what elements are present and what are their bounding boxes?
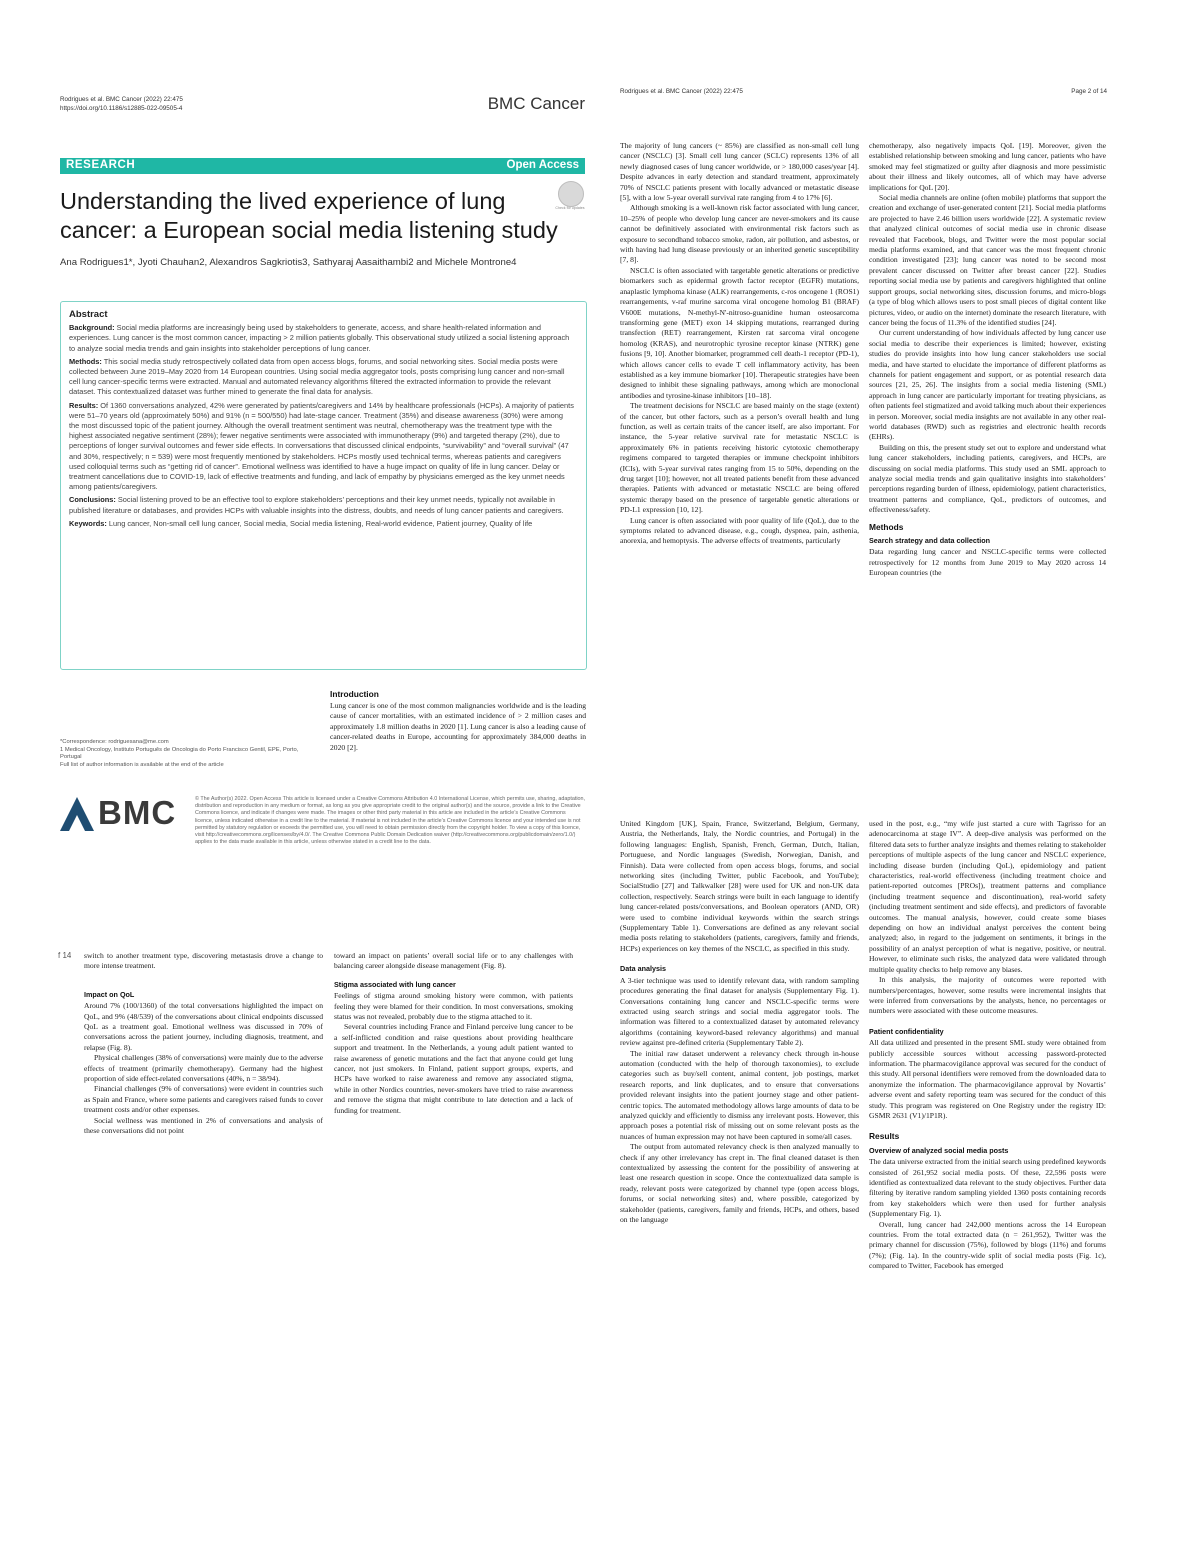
article-title-line1: Understanding the lived experience of lung [60, 188, 506, 214]
page3-col2-para: In this analysis, the majority of outcomes were reported with numbers/percentages, however, some results were incremental insights that were inferred from conversations by the analysts, hence, no percentages or numbers were associated with these outcome measures. [869, 975, 1106, 1016]
page2-col2-para: Building on this, the present study set out to explore and understand what lung cancer stakeholders, including patients, caregivers, and HCPs, are discussing on social media platforms. This study used an SML approach to analyze social media trends and gain qualitative insights into stakeholders’ perceptions regarding burden of illness, epidemiology, patient characteristics, treatment patterns and compliance, QoL, predictors of outcomes, and effectiveness/safety. [869, 442, 1106, 515]
page-2 [615, 84, 1115, 784]
article-title-line2: cancer: a European social media listening study [60, 217, 558, 243]
page1-citation: Rodrigues et al. BMC Cancer (2022) 22:475 [60, 96, 183, 103]
page4-column-2 [334, 951, 573, 1226]
page1-doi[interactable]: https://doi.org/10.1186/s12885-022-09505-4 [60, 105, 183, 112]
footnotes [60, 739, 310, 769]
page4-edge-label: f 14 [58, 952, 72, 960]
qol-para: Social wellness was mentioned in 2% of conversations and analysis of these conversations did not point [84, 1115, 323, 1136]
journal-name: BMC Cancer [487, 94, 585, 113]
overview-heading: Overview of analyzed social media posts [869, 1145, 1009, 1155]
page3-column-2 [869, 819, 1106, 1474]
footnote-correspondence: *Correspondence: rodriguesana@me.com [60, 739, 169, 745]
results-heading: Results [869, 1131, 900, 1142]
page3-column-1 [620, 819, 859, 1474]
introduction-text: Lung cancer is one of the most common malignancies worldwide and is the leading cause of cancer mortalities, with an estimated incidence of > 2 million cases and approximately 1.8 million deaths in 2020 [1]. Lung cancer is also a leading cause of cancer-related deaths in Europe, accounting for approximately 384,000 deaths in 2020 [2]. [330, 701, 586, 752]
page4-col1-top: switch to another treatment type, discovering metastasis drove a change to more intense treatment. [84, 951, 323, 971]
research-bar [60, 158, 585, 174]
search-strategy-text: Data regarding lung cancer and NSCLC-specific terms were collected retrospectively for 12 months from June 2019 to May 2020 across 14 European countries (the [869, 547, 1106, 578]
license-text: © The Author(s) 2022. Open Access This article is licensed under a Creative Commons Attribution 4.0 International License, which permits use, sharing, adaptation, distribution and reproduction in any medium or format, as long as you give appropriate credit to the original author(s) and the source, provide a link to the Creative Commons licence, and indicate if changes were made. The images or other third party material in this article are included in the article’s Creative Commons licence, unless indicated otherwise in a credit line to the material. If material is not included in the article’s Creative Commons licence and your intended use is not permitted by statutory regulation or exceeds the permitted use, you will need to obtain permission directly from the copyright holder. To view a copy of this licence, visit http://creativecommons.org/licenses/by/4.0/. The Creative Commons Public Domain Dedication waiver (http://creativecommons.org/publicdomain/zero/1.0/) applies to the data made available in this article, unless otherwise stated in a credit line to the data. [195, 796, 585, 846]
page2-col2-para: Social media channels are online (often mobile) platforms that support the creation and exchange of user-generated content [21]. Social media platforms are projected to have 2.46 billion users worldwide [22]. A systematic review that analyzed clinical outcomes of social media use in chronic disease revealed that Facebook, blogs, and Twitter were the most popular social media platforms examined, and that cancer was the most frequent chronic condition investigated [23]; lung cancer was noted to be second most prevalent cancer discussed on Twitter after breast cancer [22]. Studies reporting social media use by patients and caregivers highlighted that online support groups, social networking sites, discussion forums, and micro-blogs (a type of blog which allows users to post small pieces of digital content like pictures, video, or audio on the internet) dominate the research literature, with cancer being the focus of 11.3% of the identified studies [24]. [869, 193, 1106, 327]
page3-col1-para: The output from automated relevancy check is then analyzed manually to check if any other irrelevancy has crept in. The final cleaned dataset is then contextualized by assessing the content for the possibility of answering at least one research question in scope. Once the contextualized data sample is ready, relevant posts were categorized by channel type (open access blogs, forums, or social networking sites) and, where possible, categorized by stakeholder (patients, caregivers, family and friends, HCPs, and others, based on the language [620, 1142, 859, 1225]
check-updates-label: Check for updates [555, 206, 585, 210]
stigma-para: Feelings of stigma around smoking history were common, with patients feeling they were blamed for their condition. In most conversations, smoking status was not revealed, probably due to the stigma attached to it. [334, 991, 573, 1022]
patient-confidentiality-heading: Patient confidentiality [869, 1026, 944, 1036]
footnote-more: Full list of author information is available at the end of the article [60, 761, 224, 768]
page2-column-1 [620, 141, 859, 784]
qol-para: Financial challenges (9% of conversations) were evident in countries such as Spain and France, where some patients and caregivers raised funds to cover treatment costs and/or other expenses. [84, 1084, 323, 1115]
page3-col1-para: United Kingdom [UK], Spain, France, Switzerland, Belgium, Germany, Austria, the Netherlands, Italy, the Nordic countries, and Portugal) in the following languages: English, Spanish, French, German, Dutch, Italian, Portuguese, and Nordic languages (Swedish, Norwegian, Danish, and Finnish). Data were collected from open access blogs, forums, and social networking sites (including Twitter, public Facebook, and YouTube); SocialStudio [27] and Talkwalker [28] were used for UK and non-UK data collection, respectively. Search strings were built in each language to identify lung cancer-related posts/conversations, and Boolean operators (AND, OR) were used to combine individual keywords within the search strings (Supplementary Table 1). Conversations are defined as any relevant social media posts relating to stakeholders (patients, caregivers, family and friends, HCPs) experiences on key themes of the NSCLC, as specified in this study. [620, 819, 859, 953]
page2-header-right: Page 2 of 14 [1071, 88, 1107, 95]
open-access-label: Open Access [506, 159, 579, 171]
abstract-keywords: Keywords: Lung cancer, Non-small cell lung cancer, Social media, Social media listening, Real-world evidence, Patient journey, Quality of life [69, 518, 533, 528]
page2-col1-para: NSCLC is often associated with targetable genetic alterations or predictive biomarkers such as epidermal growth factor receptor (EGFR) mutations, anaplastic lymphoma kinase (ALK) rearrangements, c-ros oncogene 1 (ROS1) rearrangements, v-raf murine sarcoma viral oncogene homolog B1 (BRAF) V600E mutations, N-methyl-N'-nitroso-guanidine human osteosarcoma transforming gene (MET) exon 14 skipping mutations, rearranged during transfection (RET) rearrangement, Kirsten rat sarcoma viral oncogene homolog (KRAS), and neurotrophic tyrosine receptor kinase (NTRK) gene fusions [9, 10]. Another biomarker, programmed cell death-1 receptor (PD-1), which allows cancer cells to evade T cell inflammatory activity, has been established as a key immune biomarker [10]. Therapeutic strategies have been designed to inhibit these signaling pathways, among which are monoclonal antibodies and tyrosine-kinase inhibitors [10–18]. [620, 265, 859, 400]
page3-col1-para: The initial raw dataset underwent a relevancy check through in-house automation (conducted with the help of thorough taxonomies), to exclude categories such as buy/sell content, animal content, job postings, market research reports, and link duplicates, and to ensure that conversations provided relevant insights into the patient journey stage and other patient-centric topics. The automated methodology allows large amounts of data to be analyzed quickly and efficiently to dismiss any irrelevant posts. However, this approach poses a potential risk of missing out on some relevant posts as the nuances of human expression may not have been captured in some/all cases. [620, 1048, 859, 1141]
research-label: RESEARCH [66, 159, 136, 171]
abstract-methods: Methods: This social media study retrospectively collated data from open access blogs, forums, and social networking sites. Social media posts were collected between June 2019–May 2020 from 14 European countries. Using social media aggregator tools, posts comprising lung cancer and non-small cell lung cancer-specific terms were extracted. Manual and automated relevancy algorithms filtered the extracted information to provide the relevant dataset. This contextualized dataset was further mined to generate the final data for analysis. [69, 356, 565, 397]
page-1 [55, 88, 595, 878]
impact-on-qol-heading: Impact on QoL [84, 989, 135, 999]
page3-col2-para: used in the post, e.g., “my wife just started a cure with Tagrisso for an adenocarcinoma at stage IV”. A deep-dive analysis was performed on the filtered data sets to further analyze insights and themes relating to stakeholder perceptions of multiple aspects of the lung cancer and NSCLC experience, including disease burden (including QoL), epidemiology and patient characteristics, real-world effectiveness (including treatment choice and patient-reported outcomes [PROs]), treatment patterns and compliance (including treatment sequence and discontinuation), real-world safety (including treatment sentiment and side effects), and predictors of favorable outcomes. The manual analysis, however, could create some biases depending on how an individual analyst perceives the content being analyzed; also, in regard to the judgement on sentiments, it brings in the possibility of an analyst perception of what is negative, positive, or neutral. However, to eliminate such risks, the analyzed data were validated through multiple quality checks to help remove any biases. [869, 819, 1106, 974]
page2-col1-para: The treatment decisions for NSCLC are based mainly on the stage (extent) of the cancer, but other factors, such as a person’s overall health and lung function, as well as certain traits of the cancer itself, are also important. For instance, the 5-year relative survival rate for metastatic NSCLC is approximately 6% in patients receiving historic cytotoxic chemotherapy regimens compared to targeted therapies or immune checkpoint inhibitors (ICIs), with 5-year survival rates ranging from 15 to 50%, depending on the drug target [10]; however, not all treated patients benefit from these advanced therapies. Patients with advanced or metastatic NSCLC are being offered systemic therapy based on the presence of targetable genetic alterations or PD-L1 expression [10, 12]. [620, 401, 859, 515]
qol-para: Around 7% (100/1360) of the total conversations highlighted the impact on QoL, and 9% (48/539) of the conversations about clinical endpoints discussed QoL as a treatment goal. Emotional wellness was discussed in 70% of conversations across the patient journey, including diagnosis, treatment, and relapse (Fig. 8). [84, 1001, 323, 1052]
page-3 [615, 817, 1115, 1477]
page2-header-left: Rodrigues et al. BMC Cancer (2022) 22:475 [620, 88, 743, 95]
stigma-para: Several countries including France and Finland perceive lung cancer to be a self-inflicted condition and raise questions about providing healthcare support and treatment. In the Netherlands, a young adult patient wanted to raise awareness of genetic mutations and the fact that anyone could get lung cancer, not just smokers. In Finland, patient support groups, experts, and HCPs have worked to raise awareness and remove any associated stigma, while in other Nordics countries, never-smokers have tried to raise awareness and remove the stigma that might contribute to late detection and a lack of funding for treatment. [334, 1022, 573, 1115]
page4-col2-top: toward an impact on patients’ overall social life or to any challenges with balancing career alongside disease management (Fig. 8). [334, 951, 573, 971]
footnote-affiliation: 1 Medical Oncology, Instituto Português de Oncologia do Porto Francisco Gentil, EPE, Porto, Portugal [60, 746, 299, 761]
page2-col1-para: The majority of lung cancers (~ 85%) are classified as non-small cell lung cancer (NSCLC) [3]. Small cell lung cancer (SCLC) represents 13% of all newly diagnosed cases of lung cancer worldwide, or > 180,000 cases/year [4]. Despite advances in early detection and standard treatment, approximately 70% of NSCLC patients present with locally advanced or metastatic disease [5], with a low 5-year overall survival rate ranging from 4 to 17% [6]. [620, 141, 859, 203]
stigma-heading: Stigma associated with lung cancer [334, 979, 456, 989]
abstract-heading: Abstract [69, 309, 108, 320]
introduction-heading: Introduction [330, 689, 379, 699]
author-list: Ana Rodrigues1*, Jyoti Chauhan2, Alexandros Sagkriotis3, Sathyaraj Aasaithambi2 and Michele Montrone4 [60, 257, 517, 268]
abstract-results: Results: Of 1360 conversations analyzed, 42% were generated by patients/caregivers and 14% by healthcare professionals (HCPs). A majority of patients were 51–70 years old (approximately 50%) and 91% (n = 500/550) had late-stage cancer. Treatment (35%) and disease awareness (30%) were among the most discussed topic of the patient journey. Although the overall treatment sentiment was neutral, chemotherapy was the treatment type with the highest associated negative sentiment (28%); fewer negative sentiments were associated with immunotherapy (9%) and targeted therapy (2%), due to perceptions of longer survival outcomes and fewer side effects. In conversations that discussed clinical endpoints, “survivability” and “overall survival” (47 and 30%, respectively; n = 539) were most frequently mentioned by stakeholders. HCPs mostly used technical terms, whereas patients and caregivers used colloquial terms such as “getting rid of cancer”. Emotional wellness was identified to have a huge impact on quality of life in lung cancer. Delay or treatment cancellations due to COVID-19, lack of effective treatments and funding, and lack of empathy by physicians emerged as the key unmet needs among patients/caregivers. [69, 400, 574, 492]
check-updates-icon[interactable] [558, 181, 584, 207]
abstract-box [60, 301, 587, 670]
methods-heading: Methods [869, 521, 904, 532]
abstract-conclusions: Conclusions: Social listening proved to be an effective tool to explore stakeholders’ perceptions and their key unmet needs, typically not available in published literature or databases, and provides HCPs with valuable insights into the distress, doubts, and needs of lung cancer patients and caregivers. [69, 495, 564, 515]
page2-col2-para: Our current understanding of how individuals affected by lung cancer use social media to describe their experiences is limited; however, existing studies do provide insights into how lung cancer stakeholders use social media, and have started to elucidate the importance of different platforms as channels for patient engagement and support, or as potential research data sources [21, 25, 26]. The insights from a social media listening (SML) approach in lung cancer are particularly important for treating physicians, as often patients feel stigmatized and avoid talking much about their experiences in person. Moreover, social media insights are not available in any other real-world databases (RWD) such as registries and electronic health records (EHRs). [869, 328, 1106, 442]
page4-column-1 [84, 951, 323, 1226]
overview-para: The data universe extracted from the initial search using predefined keywords consisted of 261,952 social media posts. Of these, 22,596 posts were identified as contextualized data relevant to the study objectives. Further data filtering by iterative random sampling yielded 1360 posts containing records from key stakeholders which were then used for further analysis (Supplementary Fig. 1). [869, 1157, 1106, 1219]
page2-col1-para: Although smoking is a well-known risk factor associated with lung cancer, 10–25% of people who develop lung cancer are never-smokers and its cause cannot be definitively associated with environmental risk factors such as exposure to secondhand tobacco smoke, radon, air pollution, and asbestos, or with having had lung disease previously or an inherited genetic susceptibility [7, 8]. [620, 203, 859, 265]
bmc-logo-text: BMC [98, 794, 177, 831]
bmc-logo-mark-icon [60, 797, 94, 831]
patient-confidentiality-text: All data utilized and presented in the present SML study were obtained from publicly accessible sources without accessing password-protected information. The pharmacovigilance approval was secured for the conduct of this study. All personal identifiers were removed from the downloaded data to anonymize the information. The pharmacovigilance approval by Novartis’ adverse event and safety reporting team was secured for the conduct of this study. This program was registered on One Registry under the registry ID: GSMR 2631 (V1)/1P1R). [869, 1038, 1106, 1120]
qol-para: Physical challenges (38% of conversations) were mainly due to the adverse effects of treatment (primarily chemotherapy). Germany had the highest proportion of side effect-related conversations (40%, n = 38/94). [84, 1053, 323, 1084]
page2-column-2 [869, 141, 1106, 784]
page3-col1-para: A 3-tier technique was used to identify relevant data, with random sampling procedures generating the final dataset for analysis (Supplementary Fig. 1). Conversations containing lung cancer and NSCLC-specific terms were extracted using search strings and social media aggregator tools. The information was filtered to a contextualized dataset by automated relevancy algorithms (containing keyword-based relevancy algorithms) and manual review against pre-defined criteria (Supplementary Table 2). [620, 975, 859, 1048]
bmc-logo [60, 794, 185, 834]
data-analysis-heading: Data analysis [620, 964, 666, 974]
abstract-background: Background: Social media platforms are increasingly being used by stakeholders to generate, access, and share health-related information and experiences. Lung cancer is the most common cancer, impacting > 2 million patients globally. This observational study utilized a social listening approach to analyze social media trends and gain insights into stakeholder perceptions of lung cancer. [69, 323, 570, 353]
page2-col1-para: Lung cancer is often associated with poor quality of life (QoL), due to the symptoms related to advanced disease, e.g., cough, dyspnea, pain, asthenia, anorexia, and hemoptysis. The adverse effects of treatments, particularly [620, 515, 859, 546]
introduction-block [330, 689, 586, 753]
page2-col2-para: chemotherapy, also negatively impacts QoL [19]. Moreover, given the established relationship between smoking and lung cancer, patients who have smoked may feel stigmatized or guilty after diagnosis and more pessimistic about their illness and likely outcomes, all of which may have adverse implications for QoL [20]. [869, 141, 1106, 192]
page-4-fragment [58, 950, 588, 1230]
search-strategy-heading: Search strategy and data collection [869, 536, 991, 546]
overview-para: Overall, lung cancer had 242,000 mentions across the 14 European countries. From the total extracted data (n = 261,952), Twitter was the primary channel for discussion (75%), followed by blogs (11%) and forums (7%); (Fig. 1a). In the country-wide split of social media posts (Fig. 1c), compared to Twitter, Facebook has emerged [869, 1219, 1106, 1271]
